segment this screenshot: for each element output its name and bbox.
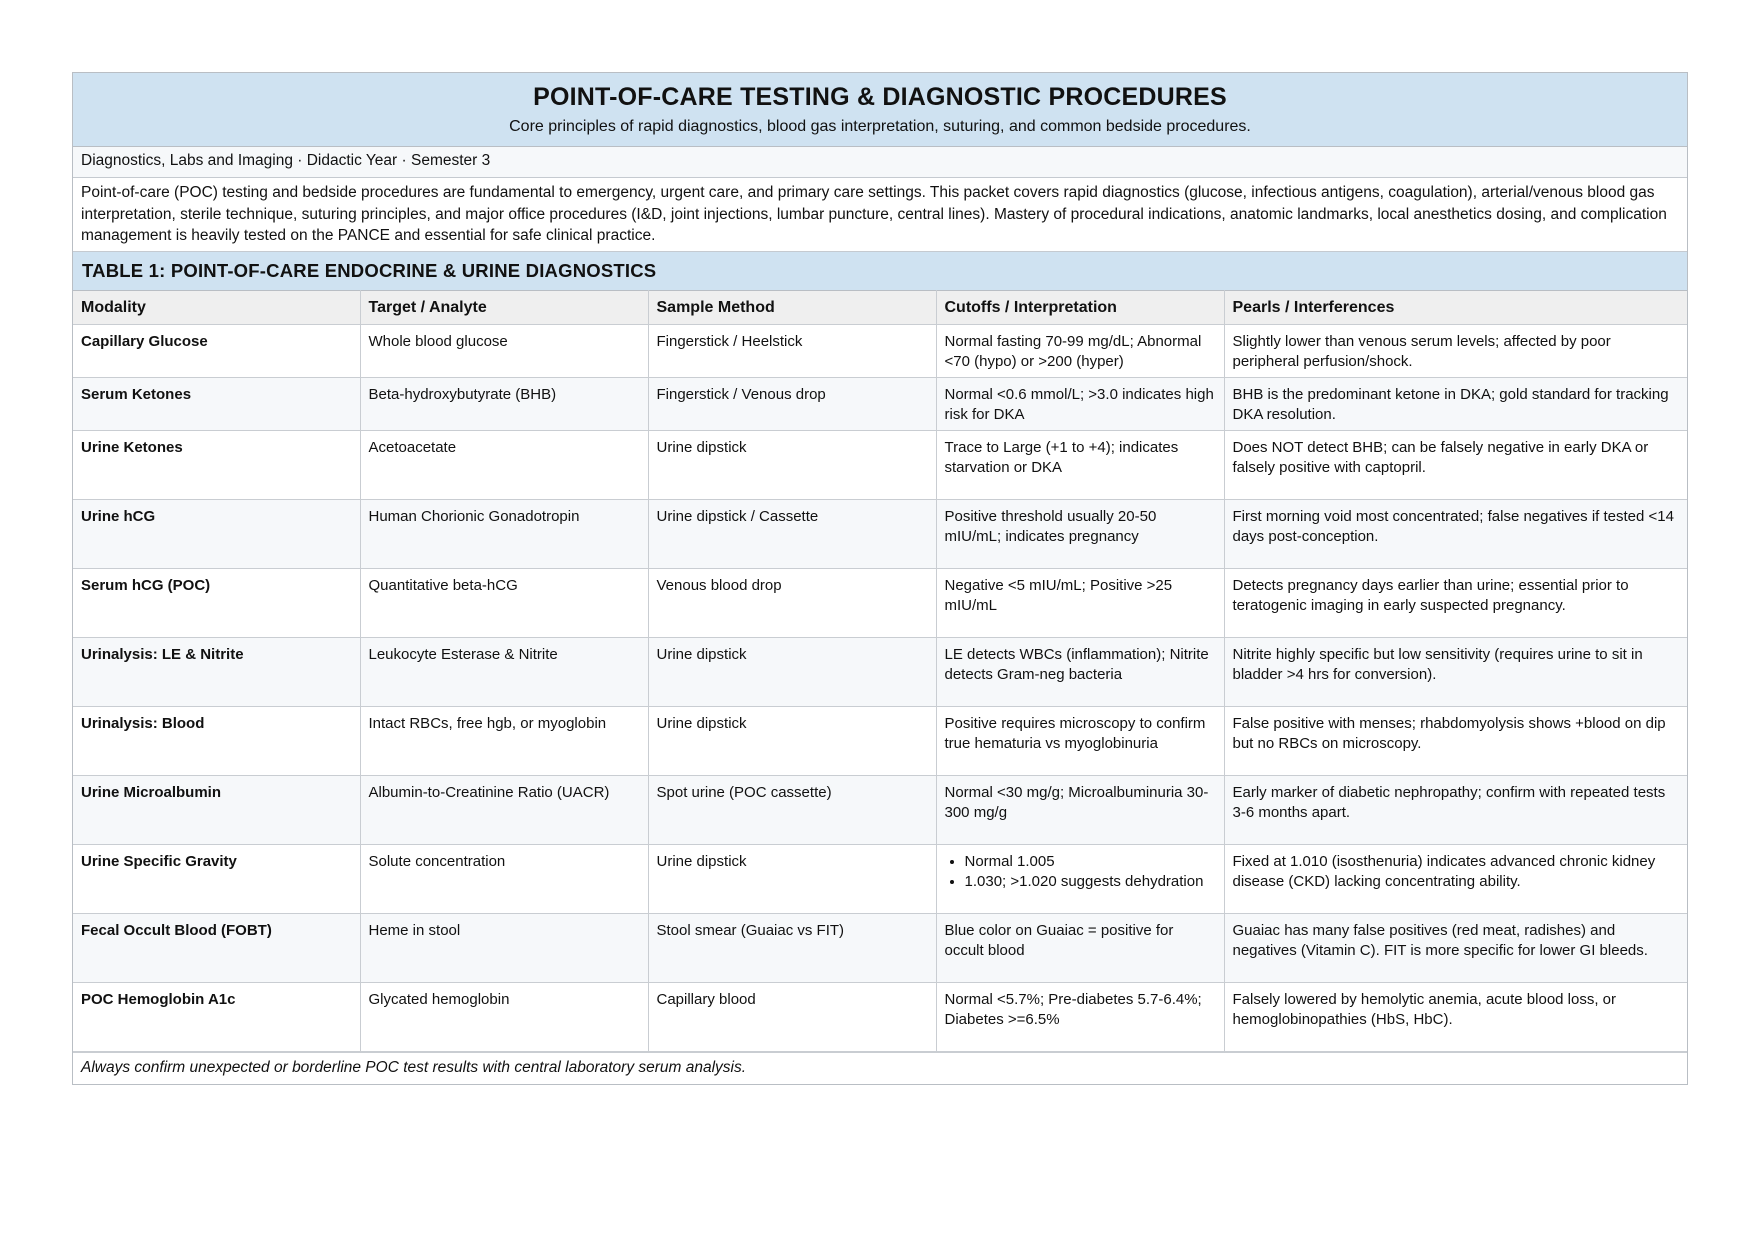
table-row bbox=[73, 845, 1687, 914]
column-header: Target / Analyte bbox=[360, 290, 648, 325]
pearls-cell: BHB is the predominant ketone in DKA; gold standard for tracking DKA resolution. bbox=[1224, 378, 1687, 431]
method-cell: Urine dipstick bbox=[648, 845, 936, 914]
method-cell: Venous blood drop bbox=[648, 569, 936, 638]
intro-paragraph: Point-of-care (POC) testing and bedside procedures are fundamental to emergency, urgent care, and primary care settings. This packet covers rapid diagnostics (glucose, infectious antigens, coagulation), arterial/venous blood gas interpretation, sterile technique, suturing principles, and major office procedures (I&D, joint injections, lumbar puncture, central lines). Mastery of procedural indications, anatomic landmarks, local anesthetics dosing, and complication management is heavily tested on the PANCE and essential for safe clinical practice. bbox=[81, 184, 1667, 244]
table-row bbox=[73, 776, 1687, 845]
pearls-cell: Does NOT detect BHB; can be falsely negative in early DKA or falsely positive with captopril. bbox=[1224, 431, 1687, 500]
table-row bbox=[73, 707, 1687, 776]
analyte-cell: Beta-hydroxybutyrate (BHB) bbox=[360, 378, 648, 431]
analyte-cell: Intact RBCs, free hgb, or myoglobin bbox=[360, 707, 648, 776]
table-row bbox=[73, 914, 1687, 983]
cutoff-list bbox=[945, 852, 1216, 891]
table-row bbox=[73, 983, 1687, 1052]
table-row bbox=[73, 325, 1687, 378]
cutoff-cell: Positive threshold usually 20-50 mIU/mL; indicates pregnancy bbox=[936, 500, 1224, 569]
title-banner bbox=[73, 73, 1687, 147]
cutoff-cell: Negative <5 mIU/mL; Positive >25 mIU/mL bbox=[936, 569, 1224, 638]
analyte-cell: Whole blood glucose bbox=[360, 325, 648, 378]
cutoff-list-item: • Normal 1.005 bbox=[965, 852, 1216, 872]
modality-cell: Urine hCG bbox=[73, 500, 360, 569]
document-sheet bbox=[72, 72, 1688, 1085]
cutoff-cell bbox=[936, 845, 1224, 914]
cutoff-cell: Normal <5.7%; Pre-diabetes 5.7-6.4%; Diabetes >=6.5% bbox=[936, 983, 1224, 1052]
page-title: POINT-OF-CARE TESTING & DIAGNOSTIC PROCEDURES bbox=[533, 83, 1227, 111]
modality-cell: Urinalysis: Blood bbox=[73, 707, 360, 776]
modality-cell: Fecal Occult Blood (FOBT) bbox=[73, 914, 360, 983]
table-footnote: Always confirm unexpected or borderline POC test results with central laboratory serum analysis. bbox=[73, 1052, 1687, 1084]
method-cell: Spot urine (POC cassette) bbox=[648, 776, 936, 845]
analyte-cell: Leukocyte Esterase & Nitrite bbox=[360, 638, 648, 707]
modality-cell: Urinalysis: LE & Nitrite bbox=[73, 638, 360, 707]
modality-cell: Capillary Glucose bbox=[73, 325, 360, 378]
modality-cell: Urine Specific Gravity bbox=[73, 845, 360, 914]
modality-cell: Urine Ketones bbox=[73, 431, 360, 500]
table-row bbox=[73, 378, 1687, 431]
column-header: Cutoffs / Interpretation bbox=[936, 290, 1224, 325]
cutoff-cell: Trace to Large (+1 to +4); indicates starvation or DKA bbox=[936, 431, 1224, 500]
table-row bbox=[73, 431, 1687, 500]
modality-cell: Serum Ketones bbox=[73, 378, 360, 431]
analyte-cell: Solute concentration bbox=[360, 845, 648, 914]
column-header: Pearls / Interferences bbox=[1224, 290, 1687, 325]
modality-cell: Serum hCG (POC) bbox=[73, 569, 360, 638]
pearls-cell: First morning void most concentrated; false negatives if tested <14 days post-conception. bbox=[1224, 500, 1687, 569]
method-cell: Urine dipstick bbox=[648, 707, 936, 776]
cutoff-cell: Normal <30 mg/g; Microalbuminuria 30-300 mg/g bbox=[936, 776, 1224, 845]
cutoff-list-item: • 1.030; >1.020 suggests dehydration bbox=[965, 872, 1216, 892]
table-row bbox=[73, 638, 1687, 707]
pearls-cell: Fixed at 1.010 (isosthenuria) indicates advanced chronic kidney disease (CKD) lacking concentrating ability. bbox=[1224, 845, 1687, 914]
cutoff-cell: Normal <0.6 mmol/L; >3.0 indicates high risk for DKA bbox=[936, 378, 1224, 431]
analyte-cell: Albumin-to-Creatinine Ratio (UACR) bbox=[360, 776, 648, 845]
pearls-cell: Guaiac has many false positives (red meat, radishes) and negatives (Vitamin C). FIT is more specific for lower GI bleeds. bbox=[1224, 914, 1687, 983]
method-cell: Urine dipstick / Cassette bbox=[648, 500, 936, 569]
table-title: TABLE 1: POINT-OF-CARE ENDOCRINE & URINE DIAGNOSTICS bbox=[73, 251, 1687, 290]
method-cell: Capillary blood bbox=[648, 983, 936, 1052]
pearls-cell: Falsely lowered by hemolytic anemia, acute blood loss, or hemoglobinopathies (HbS, HbC). bbox=[1224, 983, 1687, 1052]
table-row bbox=[73, 569, 1687, 638]
method-cell: Fingerstick / Heelstick bbox=[648, 325, 936, 378]
page-subtitle: Core principles of rapid diagnostics, blood gas interpretation, suturing, and common bedside procedures. bbox=[509, 118, 1251, 135]
table-header-row bbox=[73, 290, 1687, 325]
method-cell: Urine dipstick bbox=[648, 638, 936, 707]
analyte-cell: Glycated hemoglobin bbox=[360, 983, 648, 1052]
pearls-cell: Nitrite highly specific but low sensitivity (requires urine to sit in bladder >4 hrs for conversion). bbox=[1224, 638, 1687, 707]
diagnostics-table bbox=[73, 290, 1687, 1053]
analyte-cell: Human Chorionic Gonadotropin bbox=[360, 500, 648, 569]
course-meta: Diagnostics, Labs and Imaging · Didactic Year · Semester 3 bbox=[73, 147, 1687, 178]
pearls-cell: Detects pregnancy days earlier than urine; essential prior to teratogenic imaging in early suspected pregnancy. bbox=[1224, 569, 1687, 638]
cutoff-cell: Positive requires microscopy to confirm true hematuria vs myoglobinuria bbox=[936, 707, 1224, 776]
pearls-cell: Slightly lower than venous serum levels; affected by poor peripheral perfusion/shock. bbox=[1224, 325, 1687, 378]
column-header: Modality bbox=[73, 290, 360, 325]
cutoff-cell: LE detects WBCs (inflammation); Nitrite detects Gram-neg bacteria bbox=[936, 638, 1224, 707]
method-cell: Fingerstick / Venous drop bbox=[648, 378, 936, 431]
pearls-cell: Early marker of diabetic nephropathy; confirm with repeated tests 3-6 months apart. bbox=[1224, 776, 1687, 845]
method-cell: Urine dipstick bbox=[648, 431, 936, 500]
analyte-cell: Acetoacetate bbox=[360, 431, 648, 500]
modality-cell: Urine Microalbumin bbox=[73, 776, 360, 845]
column-header: Sample Method bbox=[648, 290, 936, 325]
cutoff-cell: Blue color on Guaiac = positive for occult blood bbox=[936, 914, 1224, 983]
modality-cell: POC Hemoglobin A1c bbox=[73, 983, 360, 1052]
table-row bbox=[73, 500, 1687, 569]
analyte-cell: Heme in stool bbox=[360, 914, 648, 983]
cutoff-cell: Normal fasting 70-99 mg/dL; Abnormal <70 (hypo) or >200 (hyper) bbox=[936, 325, 1224, 378]
pearls-cell: False positive with menses; rhabdomyolysis shows +blood on dip but no RBCs on microscopy. bbox=[1224, 707, 1687, 776]
method-cell: Stool smear (Guaiac vs FIT) bbox=[648, 914, 936, 983]
analyte-cell: Quantitative beta-hCG bbox=[360, 569, 648, 638]
